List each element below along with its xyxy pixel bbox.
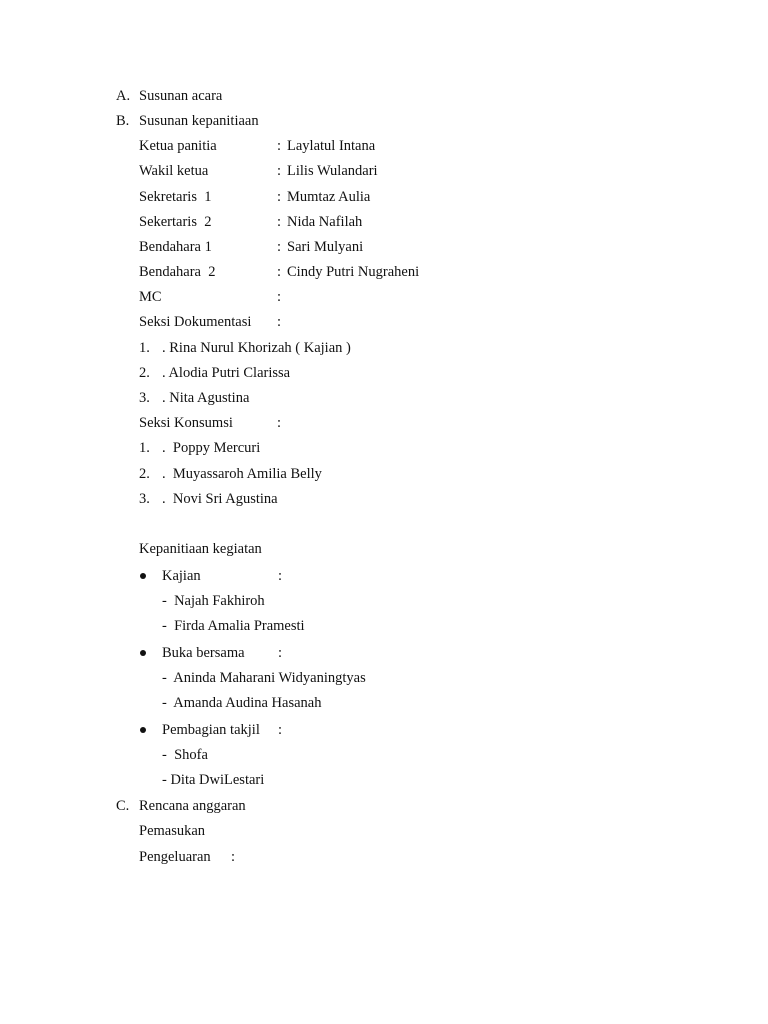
list-item: - Aninda Maharani Widyaningtyas [162, 670, 366, 686]
kegiatan-title: Kepanitiaan kegiatan [139, 541, 262, 557]
committee-sep: : [277, 264, 282, 280]
section-a-title: Susunan acara [139, 88, 223, 104]
kegiatan-label: Kajian [162, 568, 201, 584]
list-number: 2. [139, 466, 150, 482]
kegiatan-label: Pembagian takjil [162, 722, 260, 738]
list-number: 1. [139, 340, 150, 356]
anggaran-sep: : [231, 849, 236, 865]
section-b-marker: B. [116, 113, 130, 129]
committee-sep: : [277, 138, 282, 154]
section-a-marker: A. [116, 88, 131, 104]
list-item: . Rina Nurul Khorizah ( Kajian ) [162, 340, 351, 356]
committee-sep: : [277, 189, 282, 205]
kegiatan-sep: : [278, 645, 283, 661]
committee-role: MC [139, 289, 162, 305]
committee-sep: : [277, 214, 282, 230]
committee-name: Mumtaz Aulia [287, 189, 371, 205]
list-item: . Novi Sri Agustina [162, 491, 278, 507]
committee-sep: : [277, 163, 282, 179]
list-item: - Dita DwiLestari [162, 772, 265, 788]
section-b-title: Susunan kepanitiaan [139, 113, 259, 129]
committee-role: Sekretaris 1 [139, 189, 212, 205]
kegiatan-sep: : [278, 568, 283, 584]
list-item: . Alodia Putri Clarissa [162, 365, 291, 381]
list-item: - Amanda Audina Hasanah [162, 695, 322, 711]
list-item: - Firda Amalia Pramesti [162, 618, 305, 634]
committee-role: Sekertaris 2 [139, 214, 212, 230]
kegiatan-label: Buka bersama [162, 645, 245, 661]
committee-role: Bendahara 2 [139, 264, 216, 280]
committee-sep: : [277, 239, 282, 255]
anggaran-label: Pengeluaran [139, 849, 211, 865]
bullet-icon [140, 573, 146, 579]
committee-role: Seksi Dokumentasi [139, 314, 252, 330]
list-number: 3. [139, 491, 150, 507]
list-item: . Nita Agustina [162, 390, 250, 406]
list-item: - Shofa [162, 747, 208, 763]
committee-role: Ketua panitia [139, 138, 217, 154]
committee-name: Sari Mulyani [287, 239, 364, 255]
committee-name: Nida Nafilah [287, 214, 363, 230]
konsumsi-role: Seksi Konsumsi [139, 415, 233, 431]
committee-sep: : [277, 314, 282, 330]
committee-name: Lilis Wulandari [287, 163, 378, 179]
committee-sep: : [277, 289, 282, 305]
section-c-title: Rencana anggaran [139, 798, 246, 814]
list-item: . Muyassaroh Amilia Belly [162, 466, 322, 482]
committee-name: Laylatul Intana [287, 138, 376, 154]
bullet-icon [140, 650, 146, 656]
bullet-icon [140, 727, 146, 733]
list-item: - Najah Fakhiroh [162, 593, 265, 609]
section-c-marker: C. [116, 798, 130, 814]
anggaran-label: Pemasukan [139, 823, 206, 839]
committee-name: Cindy Putri Nugraheni [287, 264, 420, 280]
konsumsi-sep: : [277, 415, 282, 431]
committee-role: Wakil ketua [139, 163, 209, 179]
kegiatan-sep: : [278, 722, 283, 738]
list-number: 3. [139, 390, 150, 406]
list-number: 2. [139, 365, 150, 381]
list-item: . Poppy Mercuri [162, 440, 261, 456]
committee-role: Bendahara 1 [139, 239, 212, 255]
list-number: 1. [139, 440, 150, 456]
